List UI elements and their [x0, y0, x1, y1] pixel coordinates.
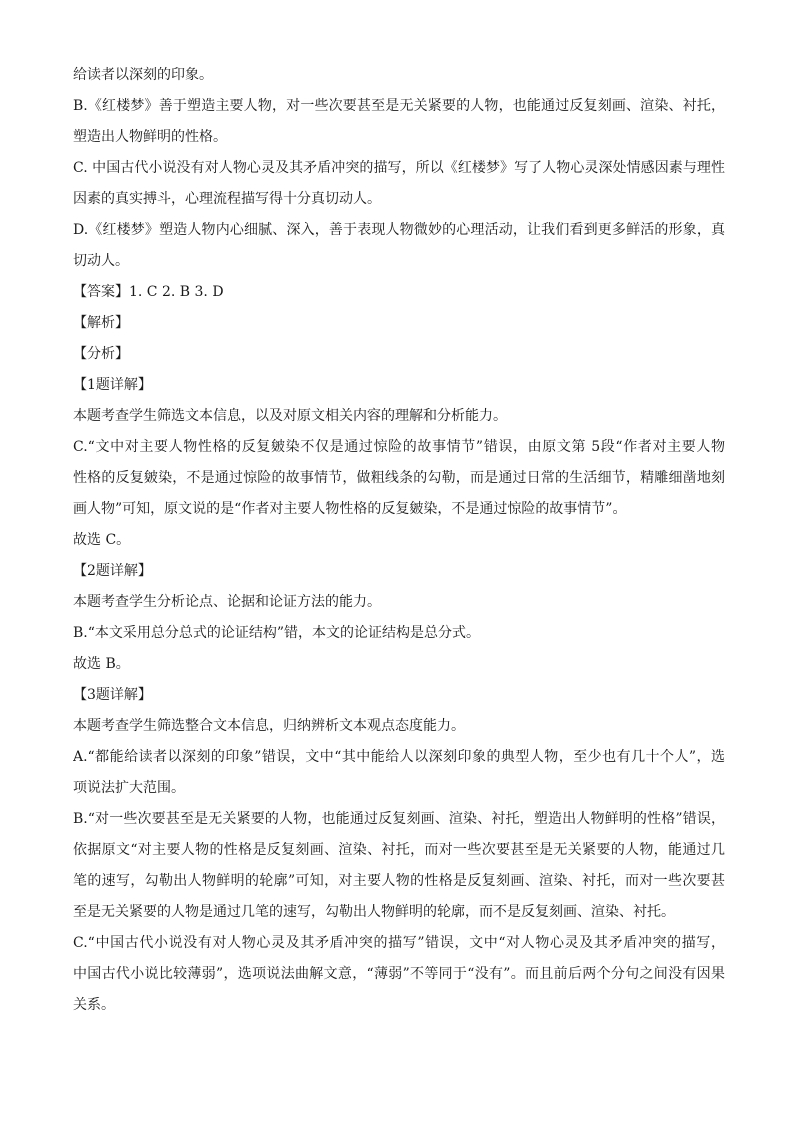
text-line: 笔的速写，勾勒出人物鲜明的轮廓”可知，对主要人物的性格是反复刻画、渲染、衬托，而对一些次要甚 [73, 873, 725, 889]
text-line: C.“中国古代小说没有对人物心灵及其矛盾冲突的描写”错误，文中“对人物心灵及其矛盾冲突的描写， [73, 935, 725, 951]
text-line: 关系。 [73, 997, 115, 1013]
text-line: 本题考查学生分析论点、论据和论证方法的能力。 [73, 594, 381, 610]
text-line: D.《红楼梦》塑造人物内心细腻、深入，善于表现人物微妙的心理活动，让我们看到更多鲜活的形象，真 [73, 222, 725, 238]
text-line: 本题考查学生筛选整合文本信息，归纳辨析文本观点态度能力。 [73, 718, 465, 734]
text-line: 切动人。 [73, 253, 129, 269]
text-line: B.“本文采用总分总式的论证结构”错，本文的论证结构是总分式。 [73, 625, 481, 641]
text-line: 【3题详解】 [73, 687, 152, 703]
text-line: 至是无关紧要的人物是通过几笔的速写，勾勒出人物鲜明的轮廓，而不是反复刻画、渲染、衬托。 [73, 904, 675, 920]
text-line: 项说法扩大范围。 [73, 780, 185, 796]
text-line: C. 中国古代小说没有对人物心灵及其矛盾冲突的描写，所以《红楼梦》写了人物心灵深处情感因素与理性 [73, 160, 725, 176]
text-line: A.“都能给读者以深刻的印象”错误，文中“其中能给人以深刻印象的典型人物，至少也有几十个人”，选 [73, 749, 725, 765]
text-line: 【解析】 [73, 315, 129, 331]
text-line: B.“对一些次要甚至是无关紧要的人物，也能通过反复刻画、渲染、衬托，塑造出人物鲜明的性格”错误， [73, 811, 725, 827]
text-line: 依据原文“对主要人物的性格是反复刻画、渲染、衬托，而对一些次要甚至是无关紧要的人物，能通过几 [73, 842, 725, 858]
text-line: 中国古代小说比较薄弱”，选项说法曲解文意，“薄弱”不等同于“没有”。而且前后两个分句之间没有因果 [73, 966, 725, 982]
text-line: 本题考查学生筛选文本信息，以及对原文相关内容的理解和分析能力。 [73, 408, 507, 424]
text-line: 给读者以深刻的印象。 [73, 67, 213, 83]
text-line: 因素的真实搏斗，心理流程描写得十分真切动人。 [73, 191, 381, 207]
text-line: 塑造出人物鲜明的性格。 [73, 129, 227, 145]
text-line: 故选 B。 [73, 656, 130, 672]
text-line: 画人物”可知，原文说的是“作者对主要人物性格的反复皴染，不是通过惊险的故事情节”。 [73, 501, 627, 517]
text-line: 【2题详解】 [73, 563, 152, 579]
text-line: 故选 C。 [73, 532, 131, 548]
text-line: 【1题详解】 [73, 377, 152, 393]
document-body [73, 60, 725, 1021]
text-line: 【答案】1. C 2. B 3. D [73, 284, 224, 300]
text-line: 【分析】 [73, 346, 129, 362]
text-line: 性格的反复皴染，不是通过惊险的故事情节，做粗线条的勾勒，而是通过日常的生活细节，精雕细凿地刻 [73, 470, 725, 486]
text-line: C.“文中对主要人物性格的反复皴染不仅是通过惊险的故事情节”错误，由原文第 5段“作者对主要人物 [73, 439, 725, 455]
text-line: B.《红楼梦》善于塑造主要人物，对一些次要甚至是无关紧要的人物，也能通过反复刻画、渲染、衬托， [73, 98, 725, 114]
